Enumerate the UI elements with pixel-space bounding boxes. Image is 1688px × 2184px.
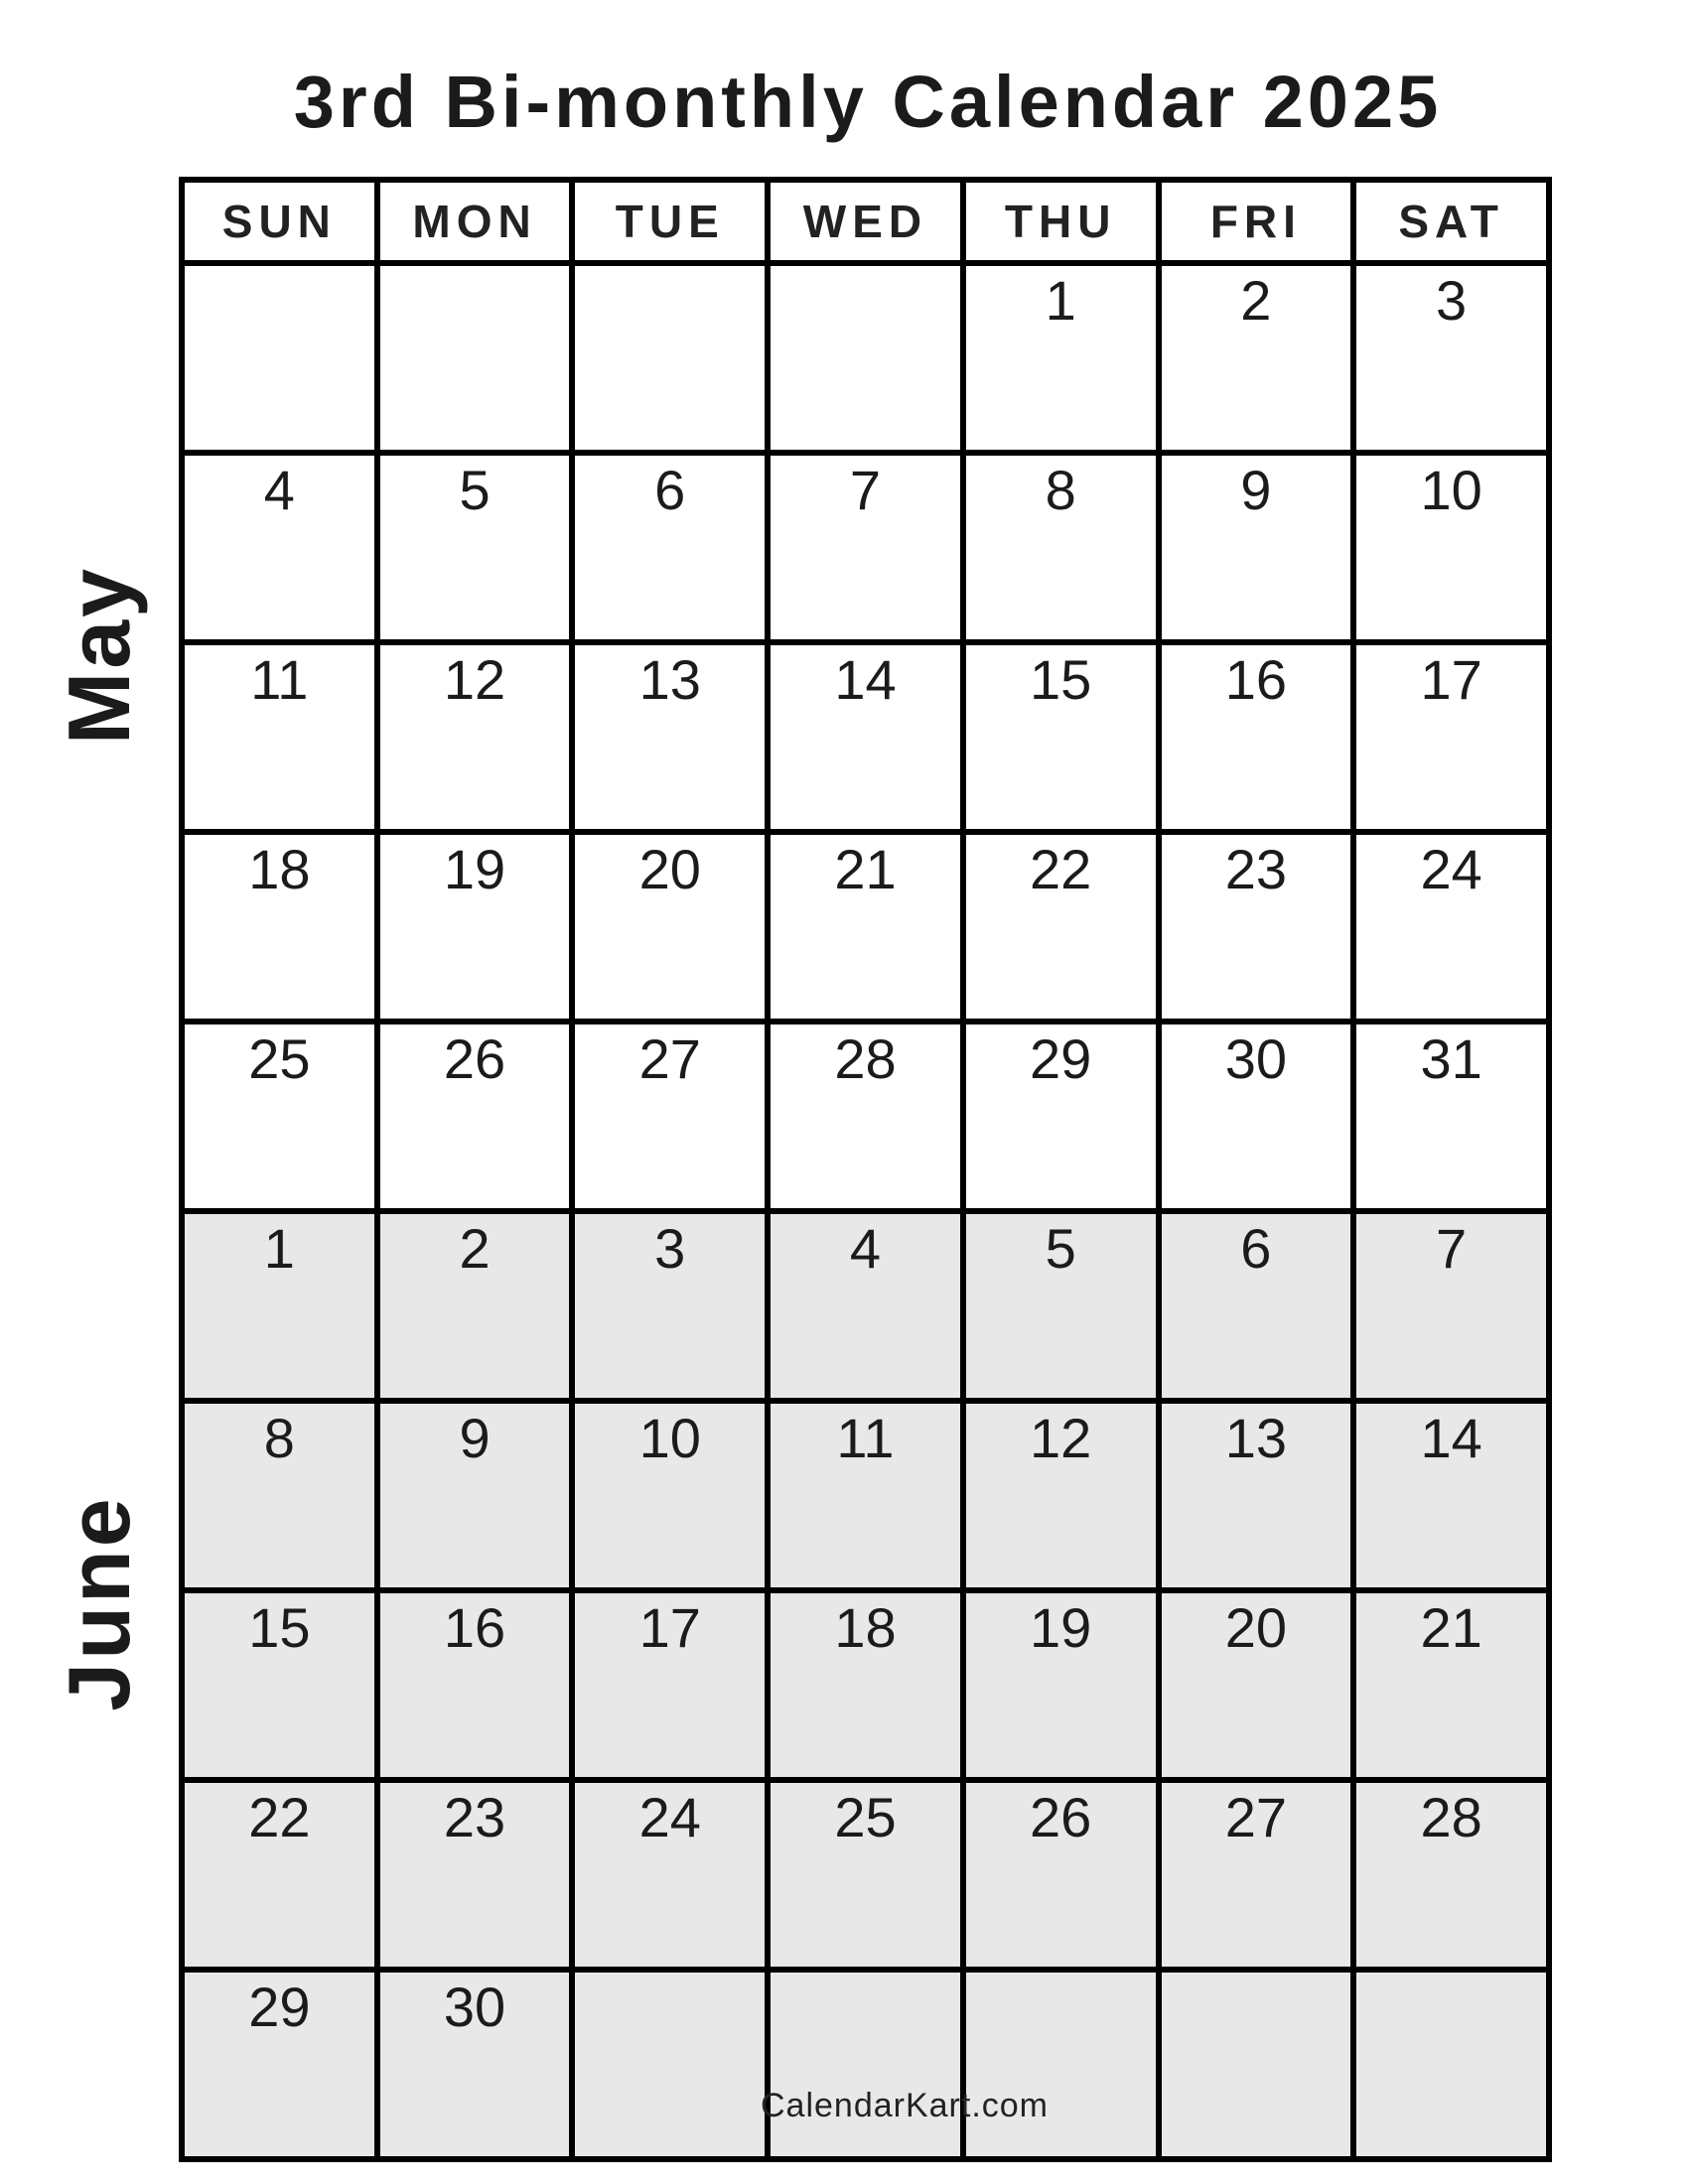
june-day-1: 1 <box>182 1211 377 1401</box>
empty-cell <box>1159 1970 1354 2159</box>
empty-cell <box>182 263 377 453</box>
may-week-row <box>182 1022 1549 1211</box>
may-day-3: 3 <box>1353 263 1549 453</box>
bimonthly-calendar-table <box>179 177 1552 2162</box>
june-day-27: 27 <box>1159 1780 1354 1970</box>
may-day-31: 31 <box>1353 1022 1549 1211</box>
june-day-30: 30 <box>377 1970 573 2159</box>
june-day-7: 7 <box>1353 1211 1549 1401</box>
may-day-10: 10 <box>1353 453 1549 642</box>
june-day-8: 8 <box>182 1401 377 1590</box>
weekday-header-thu: THU <box>963 180 1159 263</box>
june-week-row <box>182 1590 1549 1780</box>
june-week-row <box>182 1780 1549 1970</box>
may-day-13: 13 <box>572 642 768 832</box>
may-day-16: 16 <box>1159 642 1354 832</box>
may-week-row <box>182 832 1549 1022</box>
june-day-12: 12 <box>963 1401 1159 1590</box>
may-day-2: 2 <box>1159 263 1354 453</box>
may-day-21: 21 <box>768 832 963 1022</box>
june-day-15: 15 <box>182 1590 377 1780</box>
june-day-9: 9 <box>377 1401 573 1590</box>
weekday-header-sat: SAT <box>1353 180 1549 263</box>
june-day-23: 23 <box>377 1780 573 1970</box>
may-day-20: 20 <box>572 832 768 1022</box>
june-day-4: 4 <box>768 1211 963 1401</box>
june-day-10: 10 <box>572 1401 768 1590</box>
month-label-june: June <box>50 1495 148 1711</box>
empty-cell <box>377 263 573 453</box>
may-day-23: 23 <box>1159 832 1354 1022</box>
june-day-17: 17 <box>572 1590 768 1780</box>
may-day-5: 5 <box>377 453 573 642</box>
may-day-28: 28 <box>768 1022 963 1211</box>
june-day-29: 29 <box>182 1970 377 2159</box>
may-week-row <box>182 642 1549 832</box>
june-day-28: 28 <box>1353 1780 1549 1970</box>
june-day-5: 5 <box>963 1211 1159 1401</box>
june-day-6: 6 <box>1159 1211 1354 1401</box>
may-day-15: 15 <box>963 642 1159 832</box>
may-day-9: 9 <box>1159 453 1354 642</box>
weekday-header-row <box>182 180 1549 263</box>
empty-cell <box>572 1970 768 2159</box>
may-day-22: 22 <box>963 832 1159 1022</box>
june-day-14: 14 <box>1353 1401 1549 1590</box>
may-day-17: 17 <box>1353 642 1549 832</box>
may-week-row <box>182 453 1549 642</box>
empty-cell <box>1353 1970 1549 2159</box>
calendar-body <box>182 263 1549 2159</box>
june-day-21: 21 <box>1353 1590 1549 1780</box>
june-week-row <box>182 1401 1549 1590</box>
empty-cell <box>572 263 768 453</box>
may-week-row <box>182 263 1549 453</box>
june-day-24: 24 <box>572 1780 768 1970</box>
june-day-3: 3 <box>572 1211 768 1401</box>
weekday-header-wed: WED <box>768 180 963 263</box>
june-day-16: 16 <box>377 1590 573 1780</box>
june-day-26: 26 <box>963 1780 1159 1970</box>
june-day-19: 19 <box>963 1590 1159 1780</box>
june-day-11: 11 <box>768 1401 963 1590</box>
may-day-30: 30 <box>1159 1022 1354 1211</box>
page-title: 3rd Bi-monthly Calendar 2025 <box>293 61 1443 143</box>
weekday-header-tue: TUE <box>572 180 768 263</box>
may-day-7: 7 <box>768 453 963 642</box>
may-day-18: 18 <box>182 832 377 1022</box>
empty-cell <box>768 263 963 453</box>
june-day-20: 20 <box>1159 1590 1354 1780</box>
may-day-1: 1 <box>963 263 1159 453</box>
empty-cell <box>768 1970 963 2159</box>
june-day-2: 2 <box>377 1211 573 1401</box>
may-day-14: 14 <box>768 642 963 832</box>
may-day-29: 29 <box>963 1022 1159 1211</box>
weekday-header-sun: SUN <box>182 180 377 263</box>
month-label-may: May <box>50 565 148 746</box>
may-day-27: 27 <box>572 1022 768 1211</box>
empty-cell <box>963 1970 1159 2159</box>
june-week-row <box>182 1970 1549 2159</box>
may-day-26: 26 <box>377 1022 573 1211</box>
june-day-25: 25 <box>768 1780 963 1970</box>
may-day-12: 12 <box>377 642 573 832</box>
may-day-6: 6 <box>572 453 768 642</box>
may-day-19: 19 <box>377 832 573 1022</box>
may-day-8: 8 <box>963 453 1159 642</box>
june-day-22: 22 <box>182 1780 377 1970</box>
footer-brand: CalendarKart.com <box>760 2087 1049 2124</box>
june-day-18: 18 <box>768 1590 963 1780</box>
may-day-11: 11 <box>182 642 377 832</box>
june-day-13: 13 <box>1159 1401 1354 1590</box>
june-week-row <box>182 1211 1549 1401</box>
weekday-header-mon: MON <box>377 180 573 263</box>
may-day-25: 25 <box>182 1022 377 1211</box>
weekday-header-fri: FRI <box>1159 180 1354 263</box>
may-day-24: 24 <box>1353 832 1549 1022</box>
may-day-4: 4 <box>182 453 377 642</box>
